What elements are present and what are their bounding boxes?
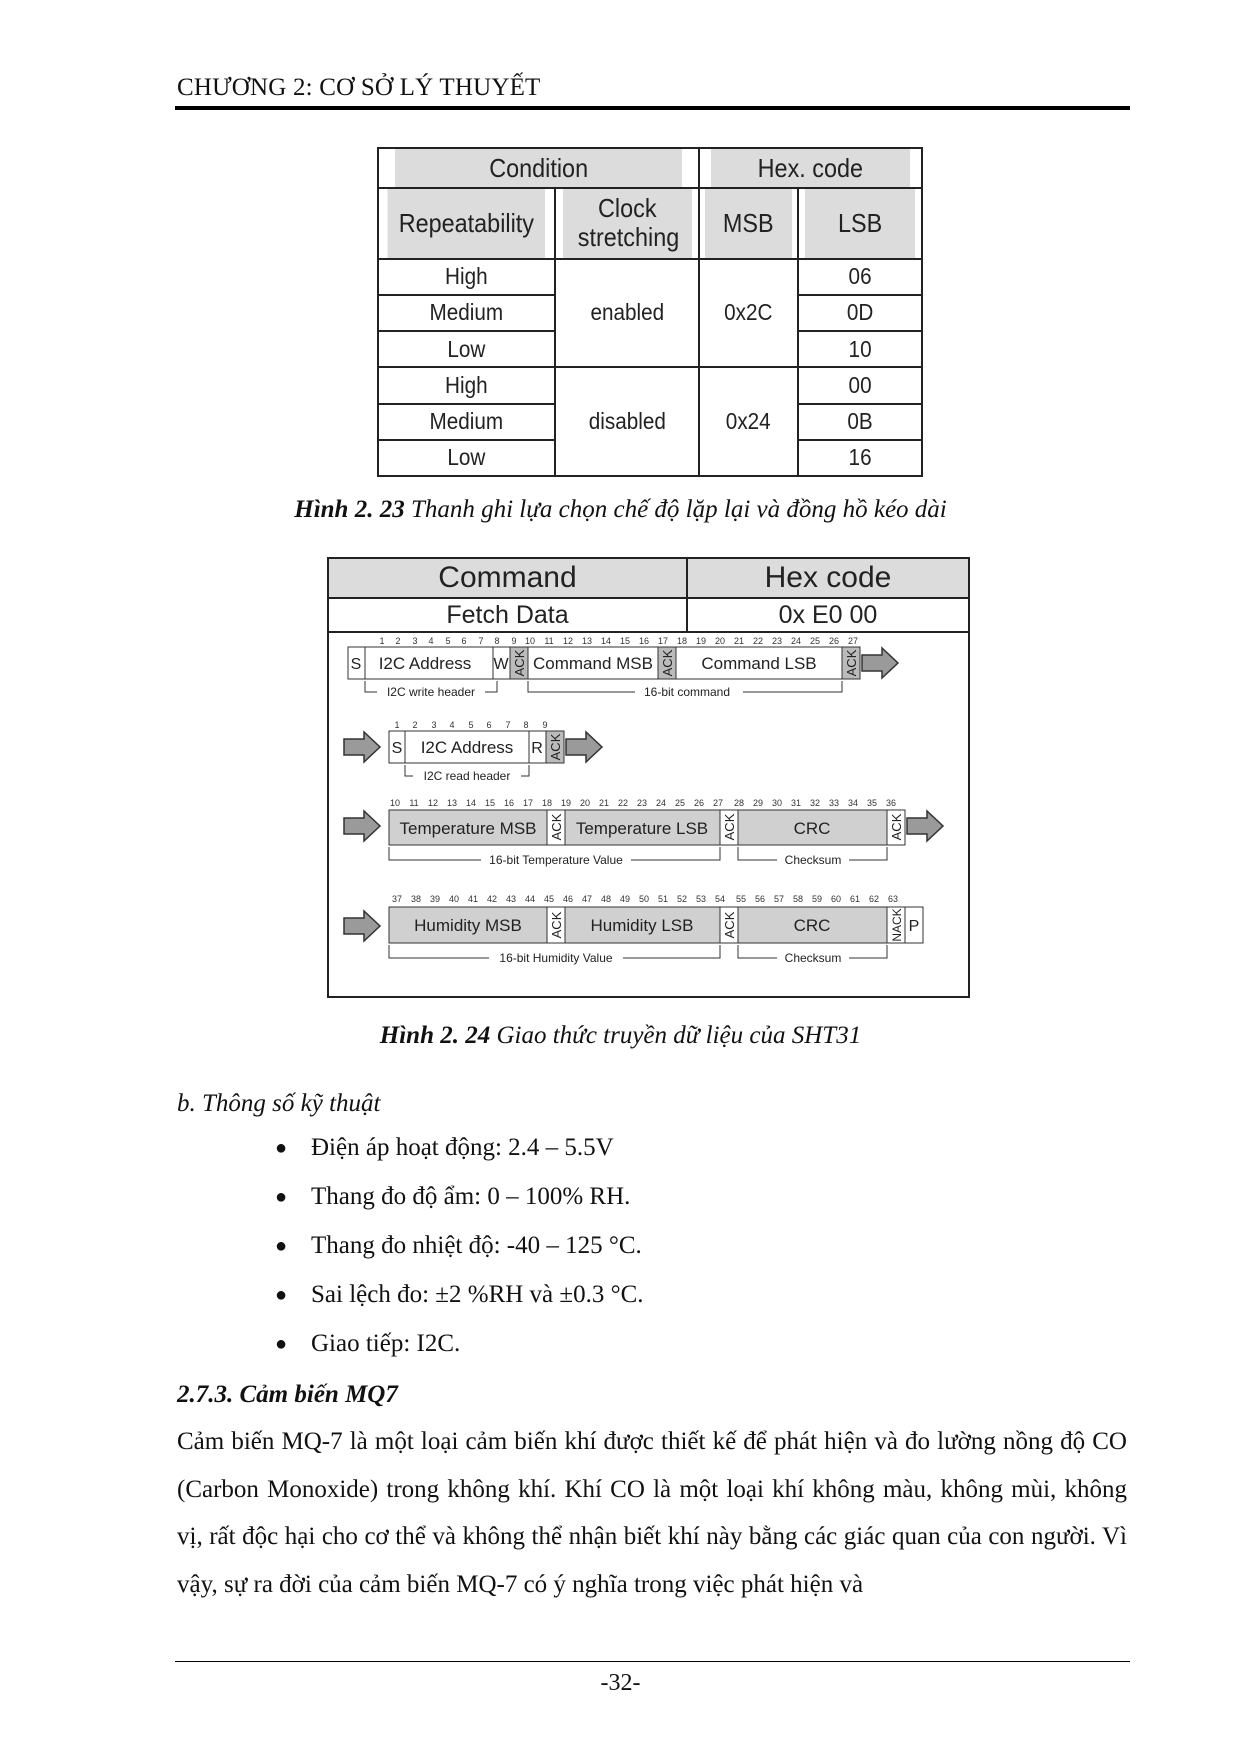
svg-text:4: 4 <box>449 720 455 730</box>
svg-text:25: 25 <box>809 636 821 646</box>
crc-label: CRC <box>793 819 831 838</box>
svg-text:21: 21 <box>733 636 745 646</box>
table-cell: High <box>387 259 546 295</box>
continue-arrow-icon <box>344 811 380 841</box>
svg-text:61: 61 <box>849 894 861 904</box>
write-bit-label: W <box>493 656 509 673</box>
stop-bit-label: P <box>908 918 920 935</box>
svg-text:35: 35 <box>866 798 878 808</box>
list-item-text: Sai lệch đo: ±2 %RH và ±0.3 °C. <box>311 1281 644 1308</box>
command-msb-label: Command MSB <box>533 654 653 673</box>
svg-text:30: 30 <box>771 798 783 808</box>
figure-label: Hình 2. 23 <box>294 496 405 523</box>
ack-label: ACK <box>660 649 675 677</box>
humidity16-label: 16-bit Humidity Value <box>499 951 613 965</box>
bullet-icon: ● <box>275 1186 288 1208</box>
svg-text:56: 56 <box>754 894 766 904</box>
svg-text:36: 36 <box>885 798 897 808</box>
svg-text:25: 25 <box>674 798 686 808</box>
command-header: Command <box>329 559 687 598</box>
svg-text:28: 28 <box>733 798 745 808</box>
i2c-address-label: I2C Address <box>420 738 514 757</box>
hex-code-header: Hex code <box>687 559 968 598</box>
repeatability-header: Repeatability <box>387 188 546 258</box>
svg-text:11: 11 <box>544 636 554 646</box>
svg-text:18: 18 <box>676 636 688 646</box>
i2c-protocol-diagram <box>329 634 968 996</box>
table-cell: 0D <box>804 295 916 331</box>
figure-caption <box>0 496 1241 524</box>
svg-text:19: 19 <box>695 636 707 646</box>
svg-text:44: 44 <box>524 894 536 904</box>
svg-text:53: 53 <box>695 894 707 904</box>
bullet-icon: ● <box>275 1235 288 1257</box>
svg-text:16: 16 <box>503 798 515 808</box>
command-name: Fetch Data <box>329 598 687 632</box>
command-lsb-label: Command LSB <box>701 654 817 673</box>
table-cell: 00 <box>804 367 916 403</box>
command-hex: 0x E0 00 <box>687 598 968 632</box>
svg-text:38: 38 <box>410 894 422 904</box>
ack-label: ACK <box>722 813 737 841</box>
svg-text:60: 60 <box>830 894 842 904</box>
svg-text:55: 55 <box>735 894 747 904</box>
svg-text:7: 7 <box>505 720 511 730</box>
ack-label: ACK <box>512 649 527 677</box>
svg-text:5: 5 <box>445 636 451 646</box>
svg-text:6: 6 <box>461 636 467 646</box>
svg-text:39: 39 <box>429 894 441 904</box>
svg-text:29: 29 <box>752 798 764 808</box>
svg-text:10: 10 <box>524 636 536 646</box>
bullet-icon: ● <box>275 1137 288 1159</box>
checksum-label: Checksum <box>784 951 842 965</box>
svg-text:12: 12 <box>427 798 439 808</box>
svg-text:48: 48 <box>600 894 612 904</box>
command-table <box>329 559 968 632</box>
table-cell: 06 <box>804 259 916 295</box>
svg-text:27: 27 <box>712 798 724 808</box>
svg-text:41: 41 <box>467 894 479 904</box>
svg-text:42: 42 <box>486 894 498 904</box>
svg-text:9: 9 <box>542 720 548 730</box>
svg-text:18: 18 <box>541 798 553 808</box>
ack-label: ACK <box>548 733 563 761</box>
crc-label: CRC <box>793 916 831 935</box>
svg-text:2: 2 <box>395 636 401 646</box>
svg-text:14: 14 <box>600 636 612 646</box>
svg-text:37: 37 <box>391 894 403 904</box>
svg-text:47: 47 <box>581 894 593 904</box>
temperature16-label: 16-bit Temperature Value <box>489 853 623 867</box>
svg-text:52: 52 <box>676 894 688 904</box>
table-cell: Low <box>387 440 546 476</box>
table-cell: 0x2C <box>704 259 793 368</box>
table-cell: Medium <box>387 295 546 331</box>
table-cell: 0x24 <box>704 367 793 476</box>
svg-text:22: 22 <box>752 636 764 646</box>
bit-numbers-row2 <box>394 720 547 730</box>
svg-text:15: 15 <box>619 636 631 646</box>
bullet-icon: ● <box>275 1284 288 1306</box>
body-paragraph: Cảm biến MQ-7 là một loại cảm biến khí được thiết kế để phát hiện và đo lường nồng độ CO (Carbon Monoxide) trong không khí. Khí CO là một loại khí không màu, không mùi, không vị, rất độc hại cho cơ thể và không thể nhận biết khí này bằng các giác quan của con người. Vì vậy, sự ra đời của cảm biến MQ-7 có ý nghĩa trong việc phát hiện và <box>177 1428 1127 1598</box>
footer-rule <box>175 1661 1130 1662</box>
table-cell: disabled <box>562 367 692 476</box>
svg-text:10: 10 <box>389 798 401 808</box>
list-item-text: Thang đo nhiệt độ: -40 – 125 °C. <box>311 1232 642 1259</box>
svg-text:14: 14 <box>465 798 477 808</box>
svg-text:5: 5 <box>468 720 474 730</box>
subsection-title: b. Thông số kỹ thuật <box>177 1090 381 1117</box>
svg-text:31: 31 <box>790 798 802 808</box>
ack-label: ACK <box>844 649 859 677</box>
svg-text:49: 49 <box>619 894 631 904</box>
figure-caption-text: Giao thức truyền dữ liệu của SHT31 <box>490 1022 862 1049</box>
svg-text:16: 16 <box>638 636 650 646</box>
svg-text:23: 23 <box>771 636 783 646</box>
svg-text:17: 17 <box>522 798 534 808</box>
continue-arrow-icon <box>907 811 943 841</box>
hex-code-header: Hex. code <box>710 148 910 188</box>
svg-text:50: 50 <box>638 894 650 904</box>
bullet-icon: ● <box>275 1333 288 1355</box>
svg-text:40: 40 <box>448 894 460 904</box>
bit-numbers-row1 <box>379 636 858 646</box>
svg-text:26: 26 <box>828 636 840 646</box>
table-cell: 0B <box>804 404 916 440</box>
read-bit-label: R <box>531 740 543 757</box>
svg-text:11: 11 <box>409 798 419 808</box>
ack-label: ACK <box>549 813 564 841</box>
table-cell: High <box>387 367 546 403</box>
svg-text:12: 12 <box>562 636 574 646</box>
svg-text:62: 62 <box>868 894 880 904</box>
continue-arrow-icon <box>344 732 380 762</box>
figure-label: Hình 2. 24 <box>379 1022 491 1049</box>
svg-text:20: 20 <box>714 636 726 646</box>
ack-label: ACK <box>889 813 904 841</box>
running-header: CHƯƠNG 2: CƠ SỞ LÝ THUYẾT <box>177 74 541 101</box>
i2c-address-label: I2C Address <box>378 654 472 673</box>
humidity-lsb-label: Humidity LSB <box>590 916 694 935</box>
figure-caption <box>0 1022 1241 1050</box>
table-cell: 10 <box>804 331 916 367</box>
svg-text:27: 27 <box>847 636 859 646</box>
svg-text:3: 3 <box>412 636 418 646</box>
svg-text:19: 19 <box>560 798 572 808</box>
svg-text:13: 13 <box>446 798 458 808</box>
svg-text:7: 7 <box>478 636 484 646</box>
svg-text:1: 1 <box>394 720 400 730</box>
list-item-text: Thang đo độ ẩm: 0 – 100% RH. <box>311 1183 631 1210</box>
svg-text:1: 1 <box>379 636 385 646</box>
command16-label: 16-bit command <box>643 685 731 699</box>
svg-text:17: 17 <box>657 636 669 646</box>
continue-arrow-icon <box>862 648 898 678</box>
svg-text:13: 13 <box>581 636 593 646</box>
svg-text:9: 9 <box>511 636 517 646</box>
svg-text:8: 8 <box>494 636 500 646</box>
svg-text:23: 23 <box>636 798 648 808</box>
table-cell: 16 <box>804 440 916 476</box>
svg-text:8: 8 <box>523 720 529 730</box>
start-bit-label: S <box>391 740 403 757</box>
checksum-label: Checksum <box>784 853 842 867</box>
svg-text:3: 3 <box>431 720 437 730</box>
clock-stretching-header <box>562 188 692 258</box>
repeatability-table <box>377 147 923 477</box>
svg-text:24: 24 <box>790 636 802 646</box>
svg-text:51: 51 <box>657 894 669 904</box>
list-item-text: Điện áp hoạt động: 2.4 – 5.5V <box>311 1134 614 1161</box>
condition-header: Condition <box>394 148 683 188</box>
continue-arrow-icon <box>344 911 380 941</box>
table-cell: enabled <box>562 259 692 368</box>
svg-text:22: 22 <box>617 798 629 808</box>
bit-numbers-row4 <box>392 894 898 904</box>
svg-text:57: 57 <box>773 894 785 904</box>
svg-text:2: 2 <box>412 720 418 730</box>
write-header-label: I2C write header <box>386 685 476 699</box>
svg-text:46: 46 <box>562 894 574 904</box>
svg-text:21: 21 <box>598 798 610 808</box>
svg-text:59: 59 <box>811 894 823 904</box>
continue-arrow-icon <box>566 732 602 762</box>
svg-text:34: 34 <box>847 798 859 808</box>
header-rule <box>175 106 1130 110</box>
ack-label: ACK <box>549 911 564 939</box>
start-bit-label: S <box>350 656 362 673</box>
clock-stretching-label: Clock stretching <box>577 193 679 253</box>
svg-text:6: 6 <box>486 720 492 730</box>
lsb-header: LSB <box>804 188 916 258</box>
temperature-lsb-label: Temperature LSB <box>575 819 709 838</box>
ack-label: ACK <box>722 911 737 939</box>
page-number: -32- <box>600 1670 641 1696</box>
msb-header: MSB <box>704 188 793 258</box>
protocol-figure <box>327 557 970 998</box>
svg-text:43: 43 <box>505 894 517 904</box>
figure-caption-text: Thanh ghi lựa chọn chế độ lặp lại và đồng hồ kéo dài <box>404 496 947 523</box>
svg-text:24: 24 <box>655 798 667 808</box>
svg-text:45: 45 <box>543 894 555 904</box>
svg-text:32: 32 <box>809 798 821 808</box>
bit-numbers-row3 <box>390 798 896 808</box>
svg-text:20: 20 <box>579 798 591 808</box>
table-cell: Low <box>387 331 546 367</box>
svg-text:33: 33 <box>828 798 840 808</box>
list-item-text: Giao tiếp: I2C. <box>311 1330 461 1357</box>
humidity-msb-label: Humidity MSB <box>414 916 522 935</box>
nack-label: NACK <box>890 908 904 942</box>
table-cell: Medium <box>387 404 546 440</box>
temperature-msb-label: Temperature MSB <box>399 819 537 838</box>
svg-text:63: 63 <box>887 894 899 904</box>
svg-text:4: 4 <box>428 636 434 646</box>
svg-text:54: 54 <box>714 894 726 904</box>
read-header-label: I2C read header <box>423 769 511 783</box>
svg-text:15: 15 <box>484 798 496 808</box>
svg-text:26: 26 <box>693 798 705 808</box>
section-title: 2.7.3. Cảm biến MQ7 <box>177 1381 398 1408</box>
svg-text:58: 58 <box>792 894 804 904</box>
